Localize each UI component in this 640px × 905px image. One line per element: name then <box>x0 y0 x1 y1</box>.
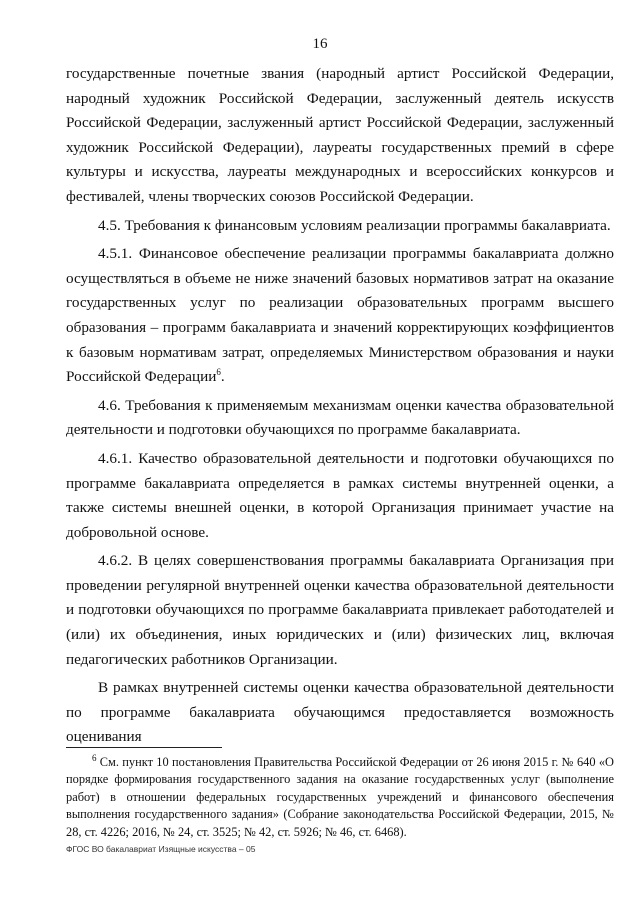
paragraph-internal-assessment: В рамках внутренней системы оценки качества образовательной деятельности по программе бакалавриата обучающимся предоставляется возможность оценивания <box>66 679 614 746</box>
footnote-divider <box>66 747 222 748</box>
page-footer: ФГОС ВО бакалавриат Изящные искусства – 05 <box>66 844 256 854</box>
paragraph-section-4-5-1 <box>66 242 614 390</box>
paragraph-section-4-6-2: 4.6.2. В целях совершенствования программы бакалавриата Организация при проведении регулярной внутренней оценки качества образовательной деятельности и подготовки обучающихся по программе бакалавриата привлекает работодателей и (или) их объединения, иных юридических и (или) физических лиц, включая педагогических работников Организации. <box>66 552 614 668</box>
paragraph-section-4-6-1: 4.6.1. Качество образовательной деятельности и подготовки обучающихся по программе бакалавриата определяется в рамках системы внутренней оценки, а также системы внешней оценки, в которой Организация принимает участие на добровольной основе. <box>66 449 614 541</box>
paragraph-section-4-5-1-text: 4.5.1. Финансовое обеспечение реализации программы бакалавриата должно осуществляться в объеме не ниже значений базовых нормативов затрат на оказание государственных услуг по реализации образовательных программ высшего образования – программ бакалавриата и значений корректирующих коэффициентов к базовым нормативам затрат, определяемых Министерством образования и науки Российской Федерации <box>66 245 614 386</box>
paragraph-section-4-5: 4.5. Требования к финансовым условиям реализации программы бакалавриата. <box>98 216 611 234</box>
footnote <box>66 754 614 841</box>
paragraph-section-4-6: 4.6. Требования к применяемым механизмам оценки качества образовательной деятельности и подготовки обучающихся по программе бакалавриата. <box>66 396 614 439</box>
sentence-end: . <box>220 368 225 386</box>
footnote-text: См. пункт 10 постановления Правительства Российской Федерации от 26 июня 2015 г. № 640 «О порядке формирования государственного задания на оказание государственных услуг (выполнение работ) в отношении федеральных государственных учреждений и финансового обеспечения выполнения государственного задания» (Собрание законодательства Российской Федерации, 2015, № 28, ст. 4226; 2016, № 24, ст. 3525; № 42, ст. 5926; № 46, ст. 6468). <box>66 755 614 839</box>
paragraph-honorary-titles: государственные почетные звания (народный артист Российской Федерации, народный художник Российской Федерации, заслуженный деятель искусств Российской Федерации, заслуженный артист Российской Федерации, заслуженный художник Российской Федерации), лауреаты государственных премий в сфере культуры и искусства, лауреаты международных и всероссийских конкурсов и фестивалей, члены творческих союзов Российской Федерации. <box>66 65 614 205</box>
body-text <box>66 62 614 754</box>
page-number: 16 <box>312 36 328 52</box>
footnote-marker: 6 <box>92 752 97 763</box>
footnote-reference[interactable]: 6 <box>216 367 221 378</box>
